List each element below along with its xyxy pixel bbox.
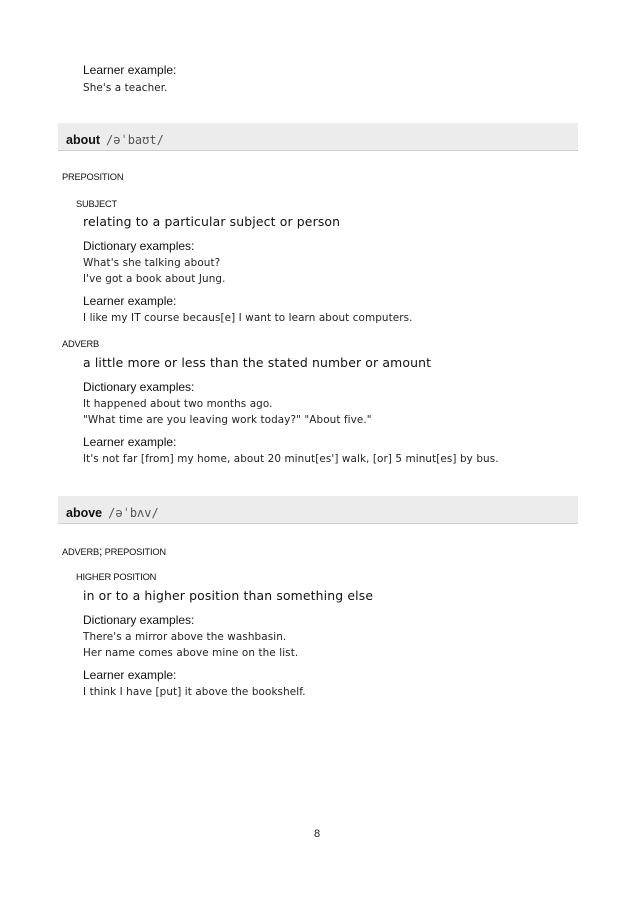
learner-example-sentence: It's not far [from] my home, about 20 minut[es'] walk, [or] 5 minut[es] by bus.: [83, 453, 499, 465]
dictionary-example: What's she talking about?: [83, 257, 221, 269]
dictionary-examples-label: Dictionary examples:: [83, 239, 195, 253]
dictionary-example: There's a mirror above the washbasin.: [83, 631, 287, 643]
guideword: HIGHER POSITION: [76, 572, 157, 582]
dictionary-example: It happened about two months ago.: [83, 398, 273, 410]
pos-adverb: ADVERB: [62, 547, 100, 557]
dictionary-examples-label: Dictionary examples:: [83, 380, 195, 394]
definition: a little more or less than the stated number or amount: [83, 355, 432, 370]
part-of-speech: [62, 544, 166, 558]
dictionary-example: Her name comes above mine on the list.: [83, 647, 299, 659]
pos-preposition: PREPOSITION: [104, 547, 166, 557]
learner-example-label: Learner example:: [83, 294, 177, 308]
learner-example-sentence: She's a teacher.: [83, 82, 168, 94]
definition: in or to a higher position than something else: [83, 588, 374, 603]
learner-example-label: Learner example:: [83, 668, 177, 682]
part-of-speech: ADVERB: [62, 339, 100, 349]
guideword: SUBJECT: [76, 199, 117, 209]
entry-header-about: [58, 123, 578, 151]
page-number: 8: [314, 828, 321, 840]
learner-example-label: Learner example:: [83, 435, 177, 449]
pos-separator: ;: [99, 544, 103, 558]
entry-header-above: [58, 496, 578, 524]
dictionary-examples-label: Dictionary examples:: [83, 613, 195, 627]
dictionary-example: "What time are you leaving work today?" "About five.": [83, 414, 372, 426]
part-of-speech: PREPOSITION: [62, 172, 124, 182]
headword: about: [66, 133, 101, 147]
dictionary-example: I've got a book about Jung.: [83, 273, 226, 285]
learner-example-sentence: I think I have [put] it above the bookshelf.: [83, 686, 306, 698]
learner-example-label: Learner example:: [83, 63, 177, 77]
learner-example-sentence: I like my IT course becaus[e] I want to learn about computers.: [83, 312, 413, 324]
pronunciation: /əˈbʌv/: [108, 506, 159, 520]
headword: above: [66, 506, 103, 520]
pronunciation: /əˈbaʊt/: [106, 133, 164, 147]
entry-header-content: [66, 129, 164, 148]
definition: relating to a particular subject or person: [83, 214, 341, 229]
entry-header-content: [66, 502, 159, 521]
